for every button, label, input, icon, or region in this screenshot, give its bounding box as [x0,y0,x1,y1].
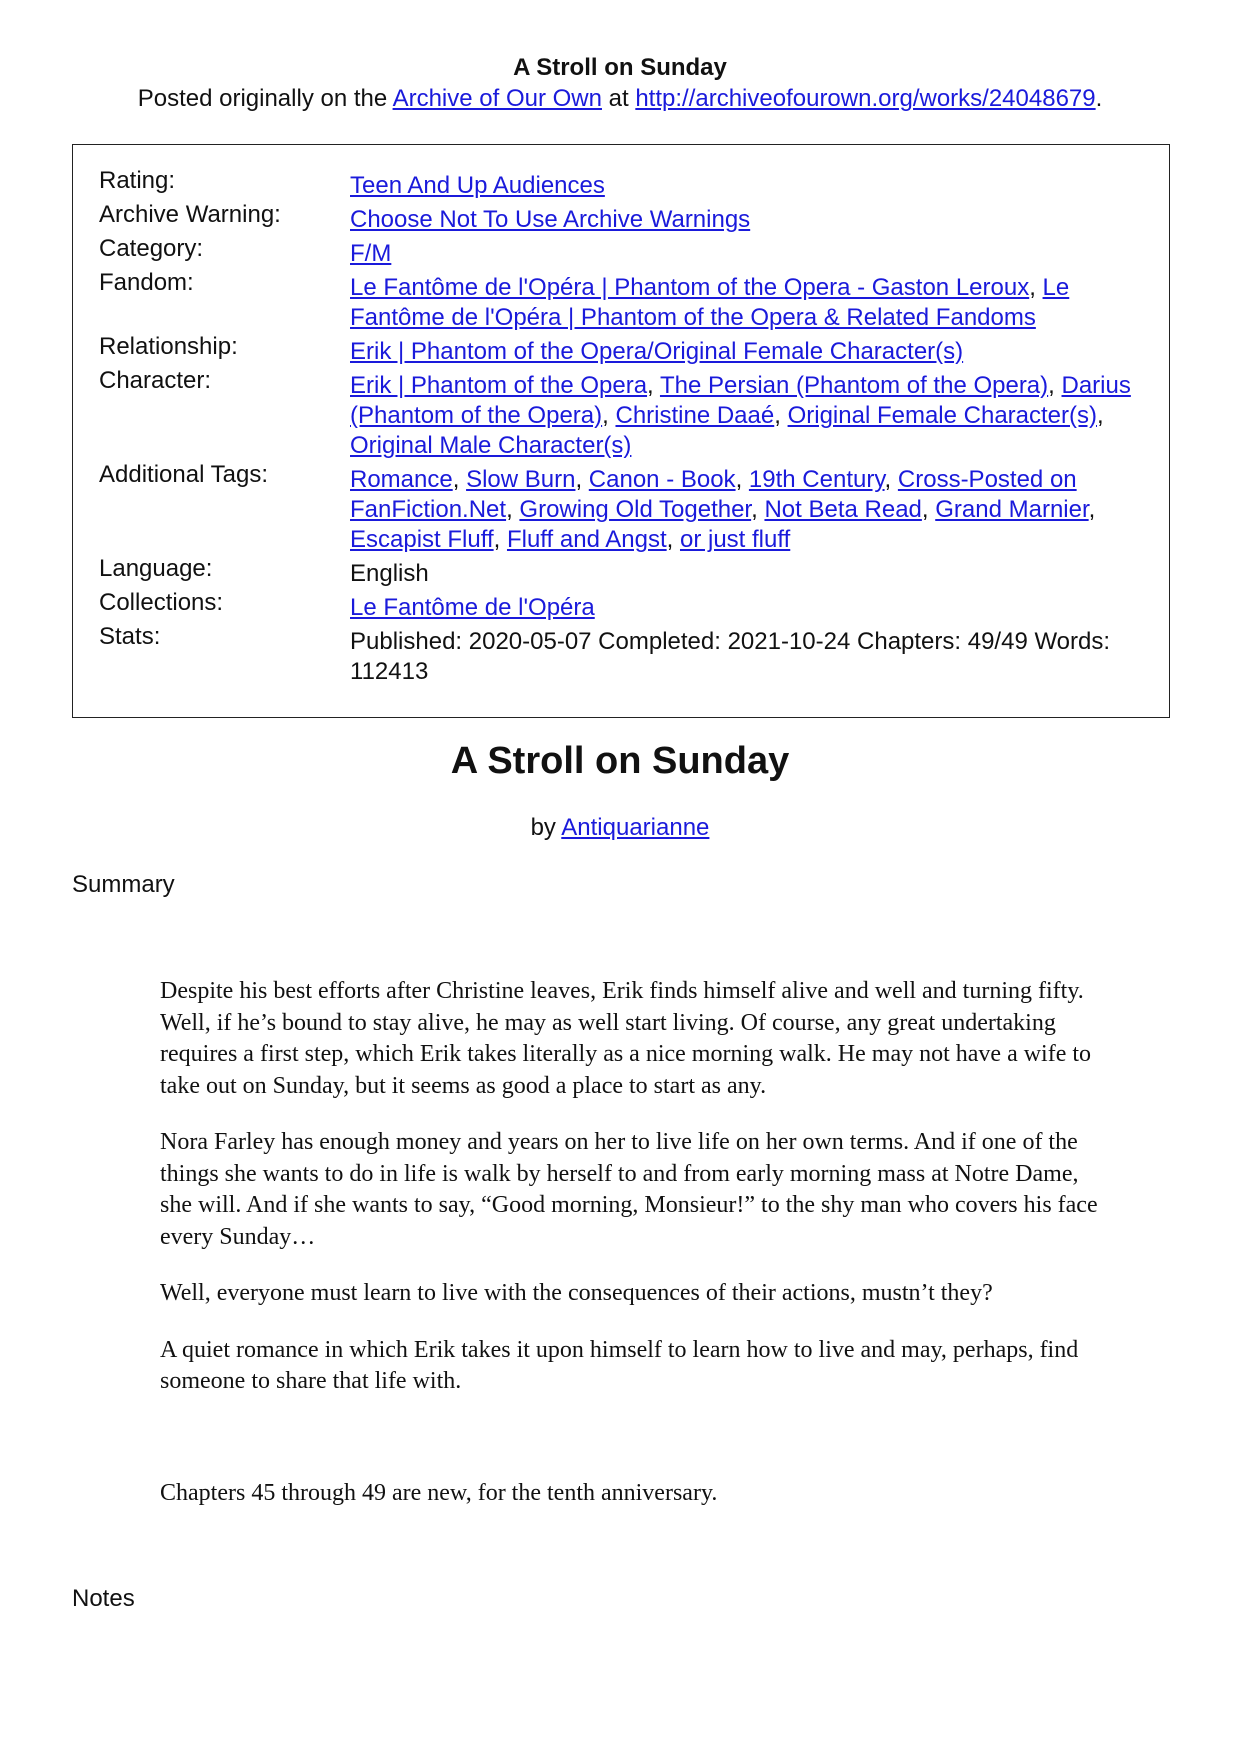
warning-label: Archive Warning: [99,201,281,228]
rating-tag[interactable]: Teen And Up Audiences [350,172,605,199]
character-label: Character: [99,367,212,394]
summary-note: Chapters 45 through 49 are new, for the tenth anniversary. [160,1480,718,1506]
additional-tag[interactable]: 19th Century [748,466,885,493]
at-word: at [608,85,629,112]
character-tag[interactable]: Christine Daaé [615,402,775,429]
character-tag[interactable]: Erik | Phantom of the Opera [350,372,648,399]
header-title: A Stroll on Sunday [513,54,727,81]
work-url-link[interactable]: http://archiveofourown.org/works/24048679 [635,85,1096,112]
stats-label: Stats: [99,623,161,650]
warning-tag[interactable]: Choose Not To Use Archive Warnings [350,206,751,233]
notes-heading: Notes [72,1585,135,1612]
additional-tag[interactable]: Grand Marnier [935,496,1089,523]
additional-tag[interactable]: Escapist Fluff [350,526,494,553]
metadata-box: Rating: Teen And Up Audiences Archive Warning: Choose Not To Use Archive Warnings Category: F/M Fandom: Le Fantôme de l'Opéra | Phantom of the Opera - Gaston Leroux, Le Fantôme de l'Opéra | Phantom of the Opera & Related Fandoms Relationship: Erik | Phantom of the Opera/Original Female Character(s) Character: Erik | Phantom of the Opera, The Persian (Phantom of the Opera), Darius (Phantom of the Opera), Christine Daaé, Original Female Character(s), Original Male Character(s) Additional Tags: Romance, Slow Burn, Canon - Book, 19th Century, Cross-Posted on FanFiction.Net, Growing Old Together, Not Beta Read, Grand Marnier, Escapist Fluff, Fluff and Angst, or just fluff Language: English Collections: Le Fantôme de l'Opéra Stats: Published: 2020-05-07 Completed: 2021-10-24 Chapters: 49/49 Words: 112413 [72,144,1170,718]
additional-tag[interactable]: Slow Burn [466,466,576,493]
additional-tag[interactable]: Fluff and Angst [506,526,667,553]
byline [0,813,1240,843]
collections-label: Collections: [99,589,224,616]
summary-paragraph: Well, everyone must learn to live with the consequences of their actions, mustn’t they? [160,1280,993,1306]
character-tag[interactable]: Darius (Phantom of the Opera) [350,372,1131,429]
url-period: . [1095,85,1103,112]
additional-tag[interactable]: or just fluff [679,526,791,553]
summary-paragraph: Despite his best efforts after Christine leaves, Erik finds himself alive and well and turning fifty. Well, if he’s bound to stay alive, he may as well start living. Of course, any great undertaking requires a first step, which Erik takes literally as a nice morning walk. He may not have a wife to take out on Sunday, but it seems as good a place to start as any. [160,978,1092,1099]
character-tag[interactable]: Original Male Character(s) [350,432,632,459]
summary-body [160,976,1100,1423]
fandom-tag[interactable]: Le Fantôme de l'Opéra | Phantom of the Opera & Related Fandoms [350,274,1070,331]
stats-value: Published: 2020-05-07 Completed: 2021-10-24 Chapters: 49/49 Words: 112413 [350,628,1111,685]
work-title: A Stroll on Sunday [450,740,790,782]
character-tag[interactable]: Original Female Character(s) [787,402,1097,429]
summary-paragraph: Nora Farley has enough money and years on her to live life on her own terms. And if one of the things she wants to do in life is walk by herself to and from early morning mass at Notre Dame, she will. And if she wants to say, “Good morning, Monsieur!” to the shy man who covers his face every Sunday… [160,1129,1098,1250]
archive-link[interactable]: Archive of Our Own [392,85,602,112]
language-label: Language: [99,555,213,582]
relationship-label: Relationship: [99,333,238,360]
additional-tag[interactable]: Cross-Posted on FanFiction.Net [350,466,1077,523]
summary-heading: Summary [72,871,175,898]
additional-tag[interactable]: Growing Old Together [519,496,752,523]
additional-tag[interactable]: Not Beta Read [764,496,922,523]
summary-paragraph: A quiet romance in which Erik takes it upon himself to learn how to live and may, perhaps, find someone to share that life with. [160,1336,1079,1394]
relationship-tag[interactable]: Erik | Phantom of the Opera/Original Female Character(s) [350,338,964,365]
additional-tags-label: Additional Tags: [99,461,269,488]
author-link[interactable]: Antiquarianne [561,814,710,841]
character-tag[interactable]: The Persian (Phantom of the Opera) [659,372,1049,399]
fandom-label: Fandom: [99,269,194,296]
category-label: Category: [99,235,204,262]
posted-line [0,83,1240,114]
additional-tag[interactable]: Romance [350,466,453,493]
posted-prefix: Posted originally on the [137,85,388,112]
additional-tag[interactable]: Canon - Book [588,466,736,493]
collection-link[interactable]: Le Fantôme de l'Opéra [350,594,595,621]
page-header [0,52,1240,114]
category-tag[interactable]: F/M [350,240,392,267]
fandom-tag[interactable]: Le Fantôme de l'Opéra | Phantom of the Opera - Gaston Leroux [350,274,1030,301]
language-value: English [350,560,429,587]
rating-label: Rating: [99,167,176,194]
by-word: by [530,814,556,841]
